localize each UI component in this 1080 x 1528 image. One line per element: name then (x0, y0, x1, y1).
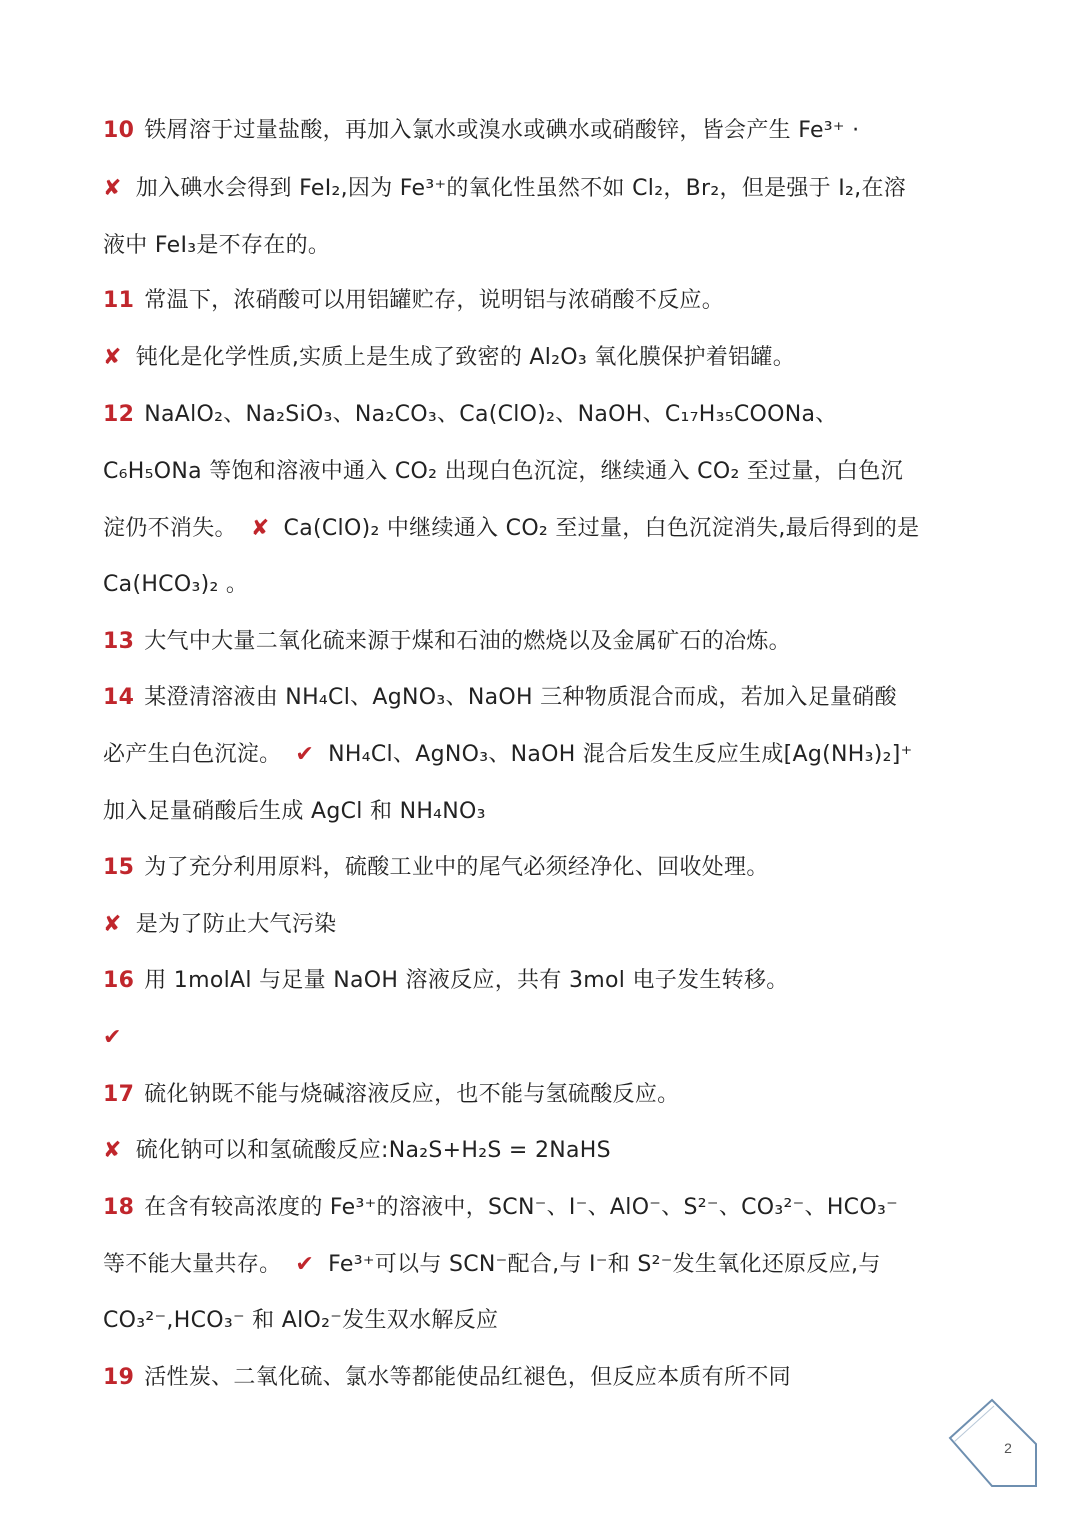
question-12 (103, 398, 983, 432)
item-number: 10 (103, 118, 135, 143)
cross-icon: ✘ (103, 1138, 122, 1163)
question-17 (103, 1078, 983, 1112)
question-14 (103, 681, 983, 715)
item-number: 19 (103, 1365, 135, 1390)
page-number: 2 (1004, 1440, 1012, 1456)
answer-18-cont (103, 1304, 983, 1338)
question-13 (103, 625, 983, 659)
cross-icon: ✘ (103, 345, 122, 370)
question-text: 大气中大量二氧化硫来源于煤和石油的燃烧以及金属矿石的冶炼。 (144, 629, 791, 654)
question-18-cont (103, 1248, 983, 1282)
question-12-end (103, 512, 983, 546)
cross-icon: ✘ (103, 912, 122, 937)
question-text: 淀仍不消失。 (103, 516, 237, 541)
question-11 (103, 284, 983, 318)
answer-12-cont (103, 568, 983, 602)
item-number: 11 (103, 288, 135, 313)
question-16 (103, 964, 983, 998)
question-text: 为了充分利用原料，硫酸工业中的尾气必须经净化、回收处理。 (144, 855, 769, 880)
question-12-cont (103, 455, 983, 489)
answer-text: Fe³⁺可以与 SCN⁻配合,与 I⁻和 S²⁻发生氧化还原反应,与 (328, 1252, 881, 1277)
question-text: 某澄清溶液由 NH₄Cl、AgNO₃、NaOH 三种物质混合而成，若加入足量硝酸 (144, 685, 897, 710)
question-text: 等不能大量共存。 (103, 1252, 282, 1277)
answer-text: 钝化是化学性质,实质上是生成了致密的 Al₂O₃ 氧化膜保护着铝罐。 (135, 345, 796, 370)
cross-icon: ✘ (250, 516, 270, 541)
answer-10-cont (103, 229, 983, 263)
check-icon: ✔ (295, 742, 315, 767)
item-number: 18 (103, 1195, 135, 1220)
question-text: 用 1molAl 与足量 NaOH 溶液反应，共有 3mol 电子发生转移。 (144, 968, 789, 993)
question-15 (103, 851, 983, 885)
answer-text: 液中 FeI₃是不存在的。 (103, 233, 331, 258)
question-18 (103, 1191, 983, 1225)
question-text: 硫化钠既不能与烧碱溶液反应，也不能与氢硫酸反应。 (144, 1082, 680, 1107)
answer-text: 硫化钠可以和氢硫酸反应:Na₂S+H₂S = 2NaHS (135, 1138, 611, 1163)
question-text: C₆H₅ONa 等饱和溶液中通入 CO₂ 出现白色沉淀，继续通入 CO₂ 至过量，白色沉 (103, 459, 903, 484)
question-text: 活性炭、二氧化硫、氯水等都能使品红褪色，但反应本质有所不同 (144, 1365, 791, 1390)
check-icon: ✔ (295, 1252, 315, 1277)
page-badge-icon (946, 1398, 1042, 1490)
answer-text: 加入碘水会得到 FeI₂,因为 Fe³⁺的氧化性虽然不如 Cl₂，Br₂，但是强于 I₂,在溶 (135, 176, 907, 201)
question-text: 在含有较高浓度的 Fe³⁺的溶液中，SCN⁻、I⁻、AlO⁻、S²⁻、CO₃²⁻、HCO₃⁻ (144, 1195, 898, 1220)
answer-text: Ca(ClO)₂ 中继续通入 CO₂ 至过量，白色沉淀消失,最后得到的是 (283, 516, 920, 541)
answer-11 (103, 341, 983, 375)
answer-17 (103, 1134, 983, 1168)
answer-text: CO₃²⁻,HCO₃⁻ 和 AlO₂⁻发生双水解反应 (103, 1308, 499, 1333)
question-14-cont (103, 738, 983, 772)
item-number: 13 (103, 629, 135, 654)
question-text: 铁屑溶于过量盐酸，再加入氯水或溴水或碘水或硝酸锌，皆会产生 Fe³⁺ · (144, 118, 860, 143)
question-10 (103, 114, 983, 148)
item-number: 15 (103, 855, 135, 880)
answer-14-cont (103, 795, 983, 829)
item-number: 16 (103, 968, 135, 993)
answer-10 (103, 172, 983, 206)
answer-text: NH₄Cl、AgNO₃、NaOH 混合后发生反应生成[Ag(NH₃)₂]⁺ (328, 742, 913, 767)
answer-text: Ca(HCO₃)₂ 。 (103, 572, 249, 597)
question-19 (103, 1361, 983, 1395)
answer-text: 是为了防止大气污染 (135, 912, 337, 937)
answer-text: 加入足量硝酸后生成 AgCl 和 NH₄NO₃ (103, 799, 486, 824)
item-number: 14 (103, 685, 135, 710)
check-icon: ✔ (103, 1025, 122, 1050)
question-text: 常温下，浓硝酸可以用铝罐贮存，说明铝与浓硝酸不反应。 (144, 288, 725, 313)
item-number: 12 (103, 402, 135, 427)
answer-16 (103, 1021, 983, 1055)
answer-15 (103, 908, 983, 942)
question-text: 必产生白色沉淀。 (103, 742, 282, 767)
cross-icon: ✘ (103, 176, 122, 201)
question-text: NaAlO₂、Na₂SiO₃、Na₂CO₃、Ca(ClO)₂、NaOH、C₁₇H₃₅COONa、 (144, 402, 838, 427)
item-number: 17 (103, 1082, 135, 1107)
